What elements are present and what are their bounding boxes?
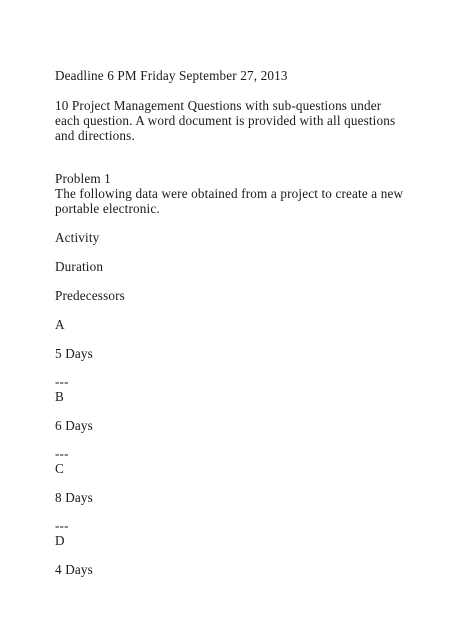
- problem-text-1: The following data were obtained from a project to create a new: [55, 186, 404, 201]
- row-a-predecessors: ---: [55, 374, 69, 389]
- row-c-activity: C: [55, 461, 64, 476]
- row-c-duration: 8 Days: [55, 490, 93, 505]
- row-a-activity: A: [55, 317, 65, 332]
- deadline-line: Deadline 6 PM Friday September 27, 2013: [55, 68, 288, 83]
- row-d-activity: D: [55, 533, 65, 548]
- row-c-predecessors: ---: [55, 518, 69, 533]
- intro-line-1: 10 Project Management Questions with sub-questions under: [55, 98, 382, 113]
- row-d-duration: 4 Days: [55, 562, 93, 577]
- intro-line-3: and directions.: [55, 128, 135, 143]
- row-a-duration: 5 Days: [55, 346, 93, 361]
- problem-text-2: portable electronic.: [55, 201, 160, 216]
- row-b-activity: B: [55, 389, 64, 404]
- problem-title: Problem 1: [55, 171, 111, 186]
- column-header-duration: Duration: [55, 259, 104, 274]
- row-b-predecessors: ---: [55, 446, 69, 461]
- column-header-predecessors: Predecessors: [55, 288, 125, 303]
- column-header-activity: Activity: [55, 230, 100, 245]
- row-b-duration: 6 Days: [55, 418, 93, 433]
- intro-line-2: each question. A word document is provided with all questions: [55, 113, 396, 128]
